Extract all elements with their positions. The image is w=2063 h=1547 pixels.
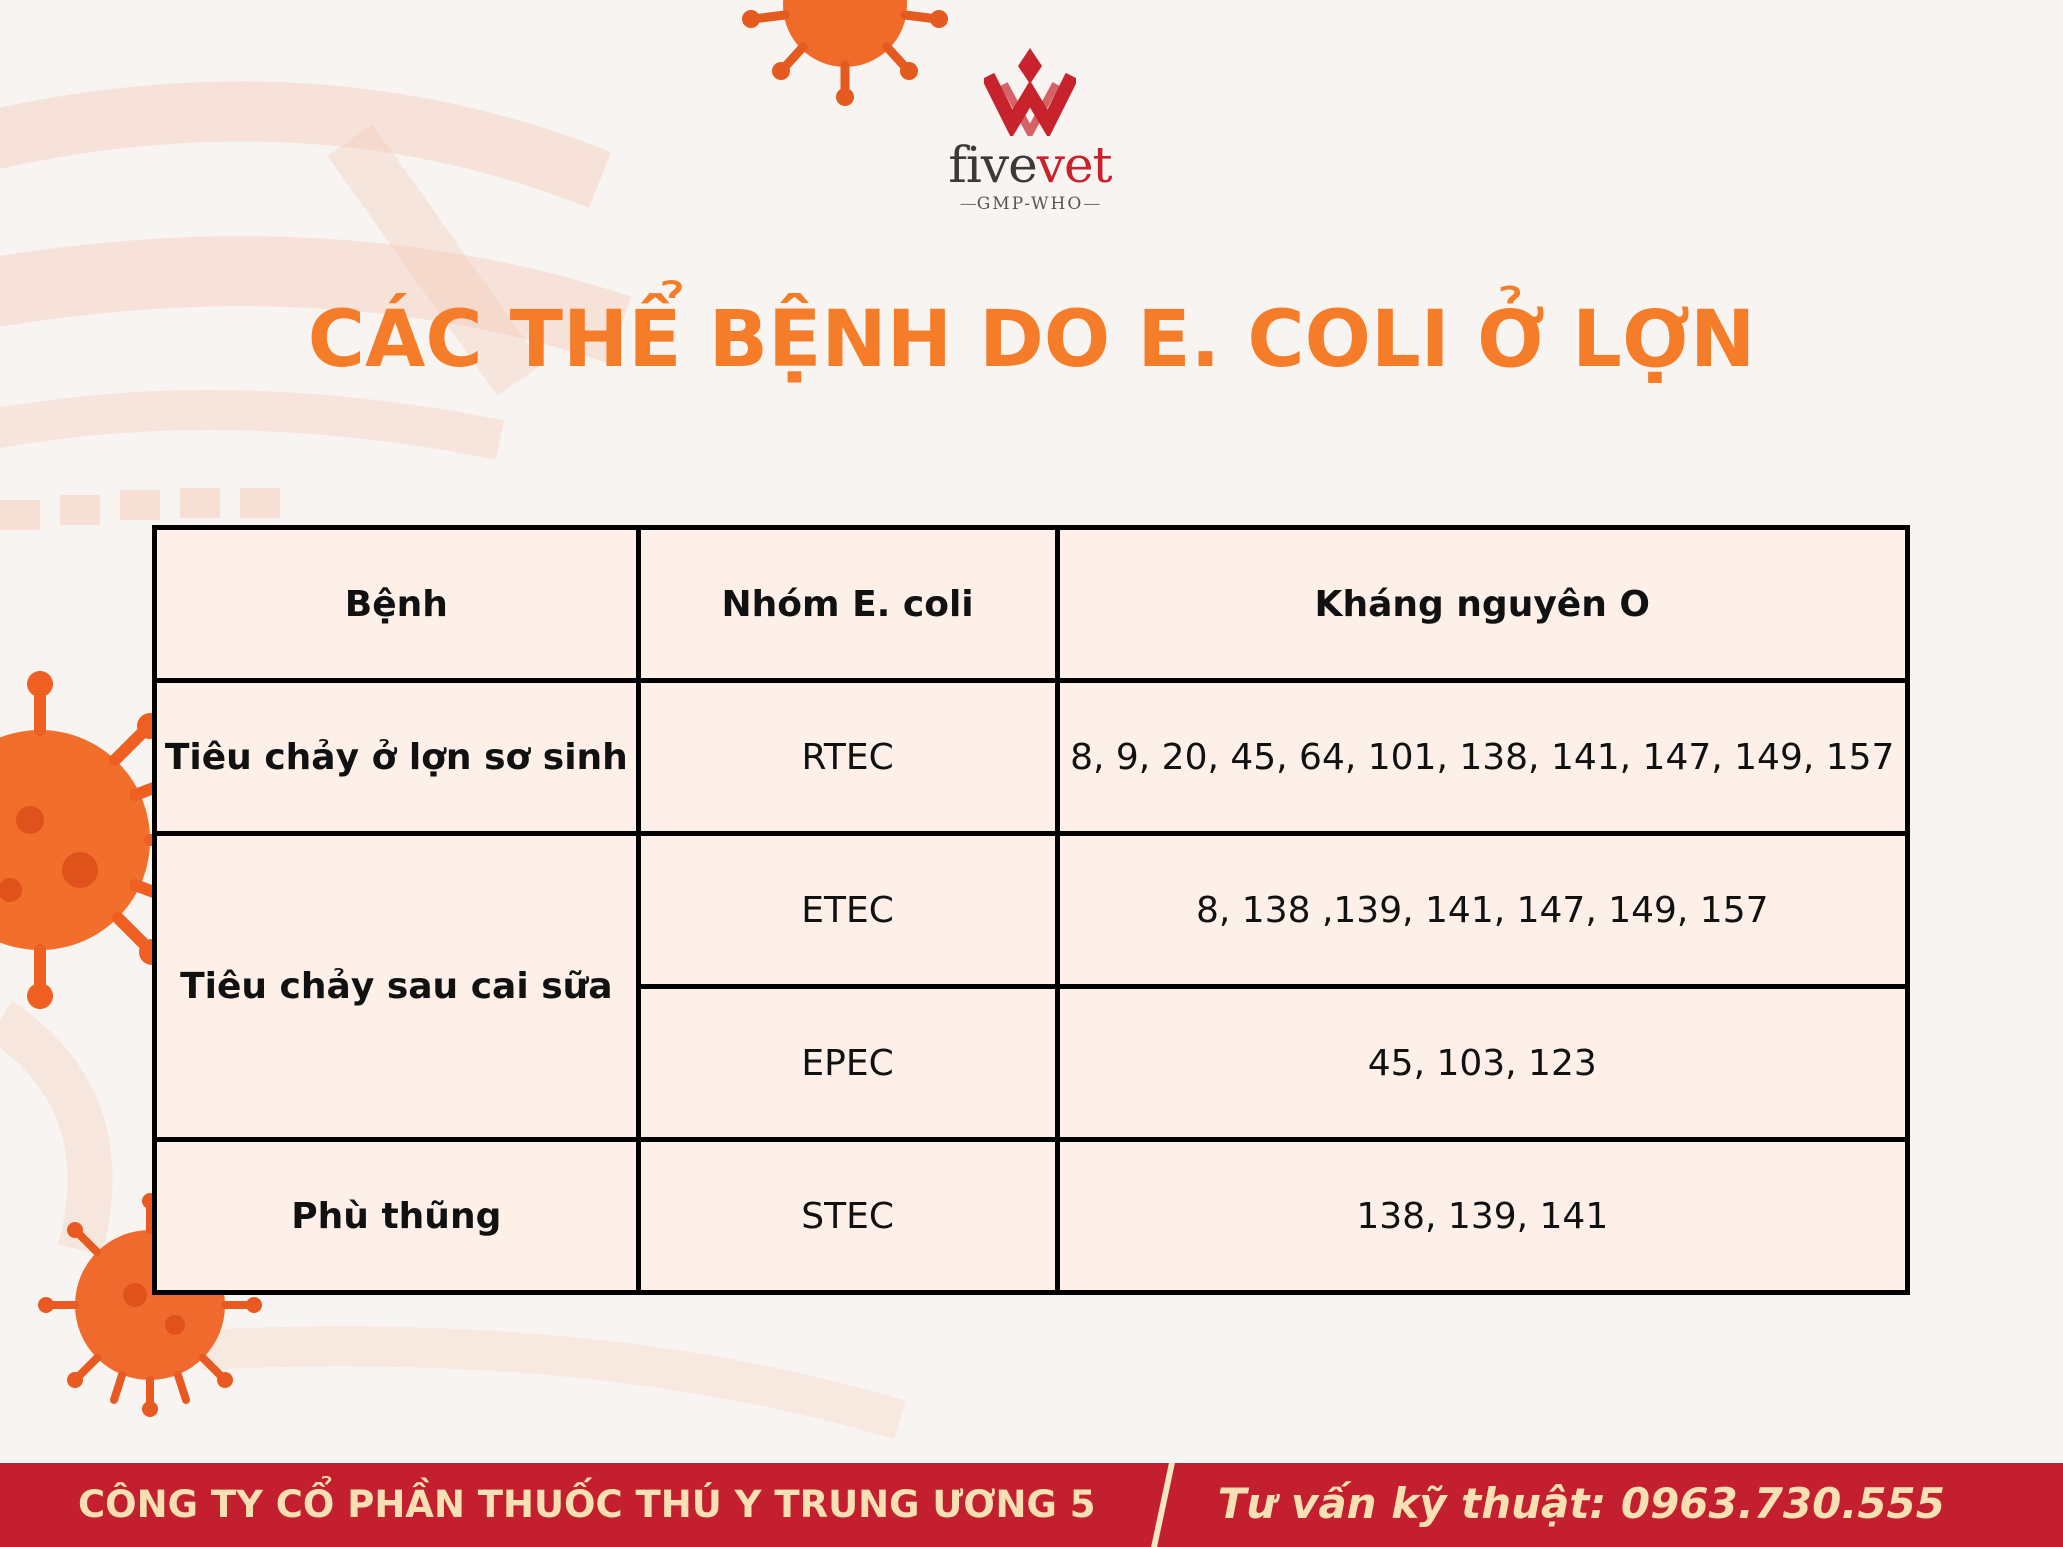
group-cell: STEC xyxy=(638,1140,1057,1293)
table-row xyxy=(155,1140,1908,1293)
antigen-cell: 8, 9, 20, 45, 64, 101, 138, 141, 147, 149, 157 xyxy=(1057,681,1907,834)
disease-cell: Phù thũng xyxy=(155,1140,639,1293)
header-disease: Bệnh xyxy=(155,528,639,681)
footer-bar xyxy=(0,1463,2063,1547)
antigen-cell: 45, 103, 123 xyxy=(1057,987,1907,1140)
disease-cell: Tiêu chảy ở lợn sơ sinh xyxy=(155,681,639,834)
table-row xyxy=(155,834,1908,987)
company-name: CÔNG TY CỔ PHẦN THUỐC THÚ Y TRUNG ƯƠNG 5 xyxy=(78,1483,1096,1526)
header-antigen: Kháng nguyên O xyxy=(1057,528,1907,681)
group-cell: ETEC xyxy=(638,834,1057,987)
antigen-cell: 8, 138 ,139, 141, 147, 149, 157 xyxy=(1057,834,1907,987)
brand-wordmark-accent: vet xyxy=(1036,136,1112,194)
brand-wordmark xyxy=(940,138,1120,192)
ecoli-disease-table xyxy=(152,525,1910,1295)
header-group: Nhóm E. coli xyxy=(638,528,1057,681)
table-row xyxy=(155,681,1908,834)
hotline-text: Tư vấn kỹ thuật: 0963.730.555 xyxy=(1217,1479,1945,1528)
disease-cell: Tiêu chảy sau cai sữa xyxy=(155,834,639,1140)
group-cell: EPEC xyxy=(638,987,1057,1140)
brand-tagline: — GMP-WHO — xyxy=(940,194,1120,214)
table-header-row xyxy=(155,528,1908,681)
brand-wordmark-main: five xyxy=(948,136,1037,194)
brand-logo xyxy=(940,44,1120,219)
fivevet-logo-icon xyxy=(984,44,1076,136)
page-title: CÁC THỂ BỆNH DO E. COLI Ở LỢN xyxy=(307,295,1756,385)
antigen-cell: 138, 139, 141 xyxy=(1057,1140,1907,1293)
group-cell: RTEC xyxy=(638,681,1057,834)
virus-icon xyxy=(742,0,948,106)
footer-divider xyxy=(1151,1463,1175,1547)
